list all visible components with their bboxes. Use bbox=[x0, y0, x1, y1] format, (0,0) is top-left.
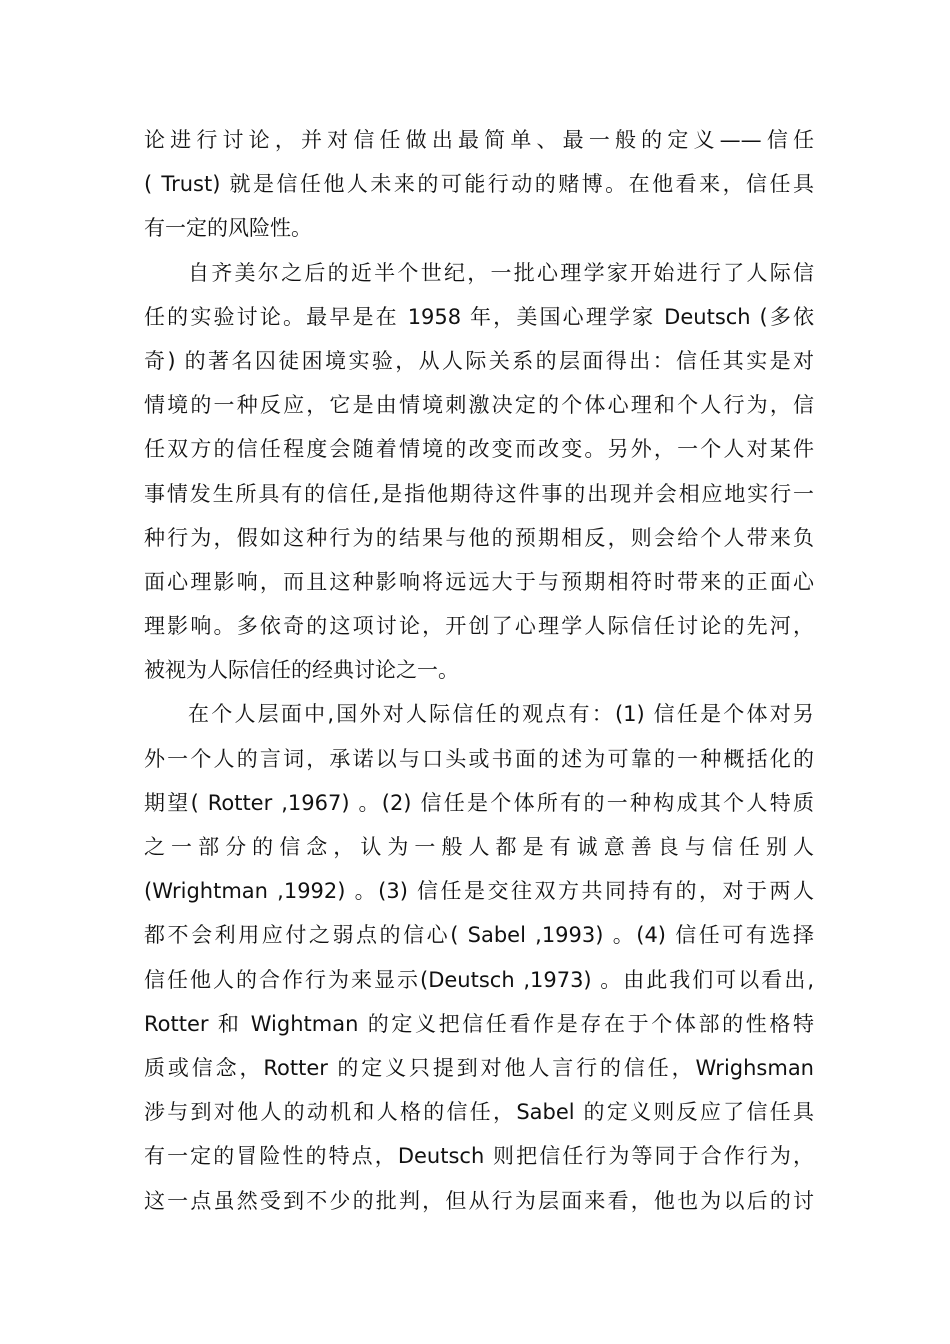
paragraph-3-line-8: Rotter 和 Wightman 的定义把信任看作是存在于个体部的性格特 bbox=[144, 1011, 814, 1036]
paragraph-2-line-5: 任双方的信任程度会随着情境的改变而改变。另外，一个人对某件 bbox=[144, 437, 814, 462]
paragraph-2-line-4: 情境的一种反应，它是由情境刺激决定的个体心理和个人行为，信 bbox=[144, 393, 814, 418]
paragraph-3-line-5: (Wrightman ,1992) 。(3) 信任是交往双方共同持有的，对于两人 bbox=[144, 879, 814, 904]
paragraph-2-line-10: 被视为人际信任的经典讨论之一。 bbox=[144, 658, 459, 683]
paragraph-1-line-1: 论进行讨论，并对信任做出最简单、最一般的定义——信任 bbox=[144, 128, 814, 152]
paragraph-2-line-1: 自齐美尔之后的近半个世纪，一批心理学家开始进行了人际信 bbox=[188, 260, 814, 285]
paragraph-2-line-6: 事情发生所具有的信任,是指他期待这件事的出现并会相应地实行一 bbox=[144, 481, 814, 506]
paragraph-3-line-1: 在个人层面中,国外对人际信任的观点有：(1) 信任是个体对另 bbox=[188, 702, 814, 727]
paragraph-3-line-9: 质或信念，Rotter 的定义只提到对他人言行的信任，Wrighsman bbox=[144, 1055, 814, 1080]
paragraph-3-line-2: 外一个人的言词，承诺以与口头或书面的述为可靠的一种概括化的 bbox=[144, 746, 814, 771]
paragraph-3-line-4: 之一部分的信念，认为一般人都是有诚意善良与信任别人 bbox=[144, 835, 814, 859]
paragraph-2-line-3: 奇) 的著名囚徒困境实验，从人际关系的层面得出：信任其实是对 bbox=[144, 348, 814, 373]
paragraph-2-line-8: 面心理影响，而且这种影响将远远大于与预期相符时带来的正面心 bbox=[144, 569, 814, 594]
paragraph-3-line-12: 这一点虽然受到不少的批判，但从行为层面来看，他也为以后的讨 bbox=[144, 1188, 814, 1213]
paragraph-3-line-7: 信任他人的合作行为来显示(Deutsch ,1973) 。由此我们可以看出, bbox=[144, 967, 814, 992]
paragraph-1-line-3: 有一定的风险性。 bbox=[144, 216, 312, 241]
paragraph-2-line-9: 理影响。多依奇的这项讨论，开创了心理学人际信任讨论的先河， bbox=[144, 614, 814, 639]
paragraph-1-line-2: ( Trust) 就是信任他人未来的可能行动的赌博。在他看来，信任具 bbox=[144, 172, 814, 197]
paragraph-3-line-10: 涉与到对他人的动机和人格的信任，Sabel 的定义则反应了信任具 bbox=[144, 1100, 814, 1125]
paragraph-2-line-7: 种行为，假如这种行为的结果与他的预期相反，则会给个人带来负 bbox=[144, 525, 814, 550]
paragraph-3-line-3: 期望( Rotter ,1967) 。(2) 信任是个体所有的一种构成其个人特质 bbox=[144, 790, 814, 815]
paragraph-2-line-2: 任的实验讨论。最早是在 1958 年，美国心理学家 Deutsch (多依 bbox=[144, 304, 814, 329]
body-text bbox=[144, 118, 814, 1223]
paragraph-3-line-6: 都不会利用应付之弱点的信心( Sabel ,1993) 。(4) 信任可有选择 bbox=[144, 923, 814, 948]
paragraph-3-line-11: 有一定的冒险性的特点，Deutsch 则把信任行为等同于合作行为， bbox=[144, 1144, 814, 1169]
